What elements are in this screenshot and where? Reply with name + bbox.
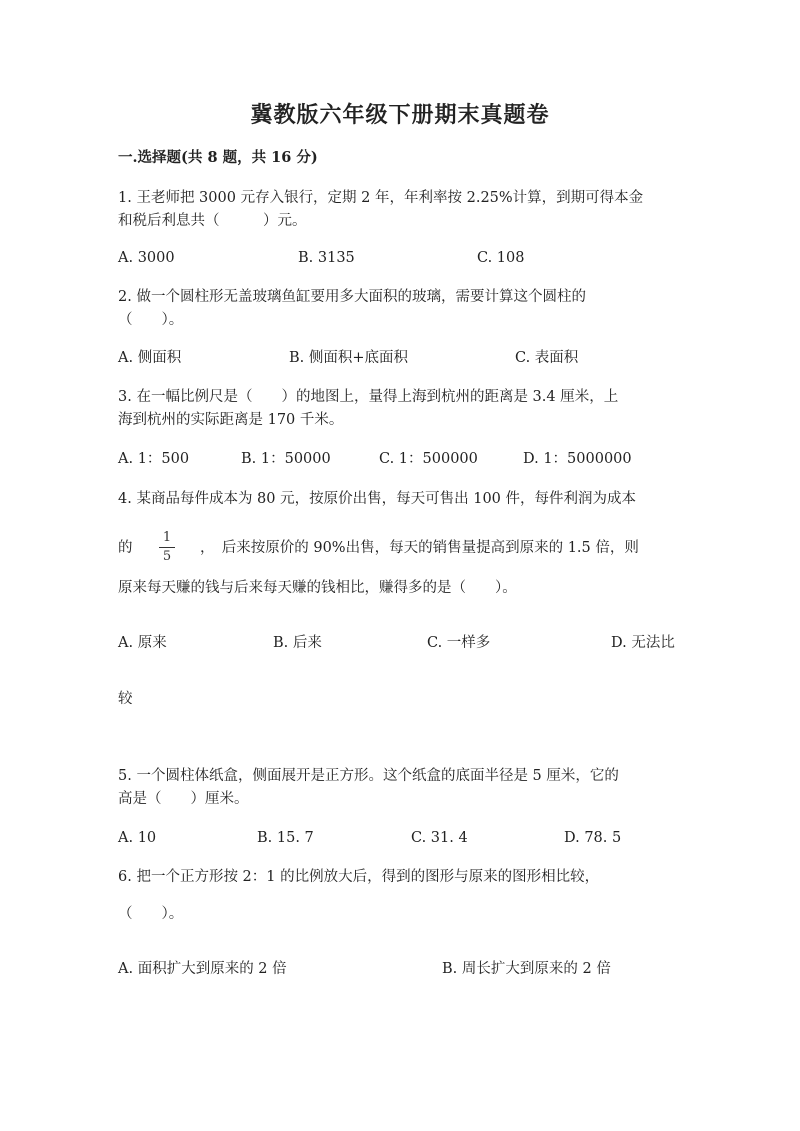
question-1-line-1: 1. 王老师把 3000 元存入银行，定期 2 年，年利率按 2.25%计算，到期可得本金 — [118, 190, 644, 206]
question-4-option-a: A. 原来 — [118, 635, 167, 651]
question-4-option-b: B. 后来 — [273, 635, 322, 651]
question-5-line-1: 5. 一个圆柱体纸盒，侧面展开是正方形。这个纸盒的底面半径是 5 厘米，它的 — [118, 768, 619, 784]
question-1-option-b: B. 3135 — [298, 250, 355, 266]
question-3-option-c: C. 1：500000 — [379, 451, 478, 467]
question-6-option-a: A. 面积扩大到原来的 2 倍 — [118, 961, 287, 977]
question-6-option-b: B. 周长扩大到原来的 2 倍 — [442, 961, 611, 977]
question-4-option-d: D. 无法比 — [611, 635, 675, 651]
question-4-line-3: 原来每天赚的钱与后来每天赚的钱相比，赚得多的是（ ）。 — [118, 580, 517, 596]
question-4-option-d-wrap: 较 — [118, 691, 133, 707]
fraction-numerator: 1 — [162, 530, 172, 545]
question-1-option-a: A. 3000 — [118, 250, 175, 266]
question-4-line-2-prefix: 的 — [118, 540, 133, 556]
question-5-option-d: D. 78. 5 — [564, 830, 622, 846]
question-2-line-2: （ ）。 — [118, 312, 184, 328]
question-4-line-1: 4. 某商品每件成本为 80 元，按原价出售，每天可售出 100 件，每件利润为成本 — [118, 491, 637, 507]
question-6-line-1: 6. 把一个正方形按 2：1 的比例放大后，得到的图形与原来的图形相比较， — [118, 869, 600, 885]
question-6-line-2: （ ）。 — [118, 906, 184, 922]
fraction-bar — [159, 547, 175, 548]
question-2-option-a: A. 侧面积 — [118, 350, 182, 366]
question-2-line-1: 2. 做一个圆柱形无盖玻璃鱼缸要用多大面积的玻璃，需要计算这个圆柱的 — [118, 289, 586, 305]
question-5-option-b: B. 15. 7 — [257, 830, 314, 846]
question-1-option-c: C. 108 — [477, 250, 525, 266]
question-5-option-c: C. 31. 4 — [411, 830, 468, 846]
page-title: 冀教版六年级下册期末真题卷 — [250, 102, 550, 128]
question-2-option-c: C. 表面积 — [515, 350, 579, 366]
question-3-option-d: D. 1：5000000 — [523, 451, 632, 467]
question-4-option-c: C. 一样多 — [427, 635, 491, 651]
fraction-denominator: 5 — [162, 549, 172, 564]
question-2-option-b: B. 侧面积+底面积 — [289, 350, 409, 366]
question-4-line-2: ， 后来按原价的 90%出售，每天的销售量提高到原来的 1.5 倍，则 — [200, 540, 639, 556]
question-3-line-2: 海到杭州的实际距离是 170 千米。 — [118, 412, 344, 428]
section-heading: 一.选择题(共 8 题，共 16 分) — [118, 149, 318, 166]
question-1-line-2: 和税后利息共（ ）元。 — [118, 213, 307, 229]
question-3-line-1: 3. 在一幅比例尺是（ ）的地图上，量得上海到杭州的距离是 3.4 厘米，上 — [118, 389, 619, 405]
question-5-line-2: 高是（ ）厘米。 — [118, 791, 249, 807]
question-5-option-a: A. 10 — [118, 830, 157, 846]
fraction-one-fifth — [159, 530, 175, 565]
question-3-option-b: B. 1：50000 — [241, 451, 331, 467]
question-3-option-a: A. 1：500 — [118, 451, 190, 467]
